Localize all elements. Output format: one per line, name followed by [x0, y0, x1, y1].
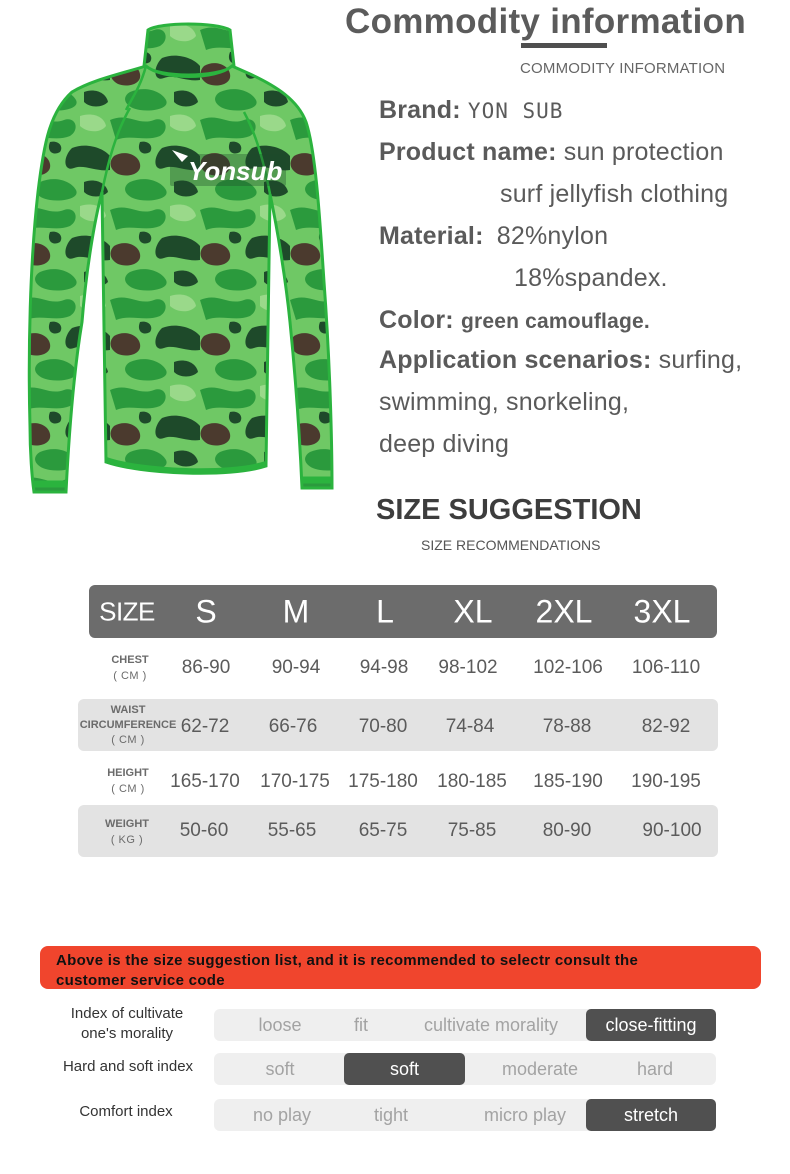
table-cell: 70-80: [358, 716, 408, 737]
height-label: HEIGHT ( CM ): [107, 767, 149, 795]
rash-guard-image: [20, 22, 338, 496]
product-name-line: [379, 138, 724, 167]
hardness-index-label: Hard and soft index: [62, 1058, 194, 1075]
table-cell: 78-88: [542, 716, 592, 737]
index-option: cultivate morality: [423, 1015, 559, 1035]
table-cell: 74-84: [445, 716, 495, 737]
size-notice-banner: [40, 946, 761, 989]
color-value: green camouflage.: [460, 310, 650, 333]
material-value-2: 18%spandex.: [514, 264, 668, 292]
table-cell: 190-195: [631, 771, 701, 792]
application-value-2: swimming, snorkeling,: [379, 388, 630, 416]
table-cell: 66-76: [268, 716, 318, 737]
color-line: [379, 306, 650, 335]
size-header-xl: XL: [453, 593, 493, 629]
size-header-3xl: 3XL: [633, 593, 691, 629]
index-option-selected: soft: [344, 1053, 465, 1085]
size-header-l: L: [376, 593, 394, 629]
application-value: surfing,: [658, 346, 743, 374]
color-label: Color:: [379, 306, 454, 334]
index-option: soft: [265, 1059, 295, 1079]
product-name-value: sun protection: [563, 138, 724, 166]
application-value-3: deep diving: [379, 430, 510, 458]
size-table-header: [89, 585, 717, 638]
notice-line-2: customer service code: [56, 972, 225, 989]
title-underline: [521, 43, 607, 48]
size-header-m: M: [282, 593, 310, 629]
table-cell: 180-185: [437, 771, 507, 792]
table-cell: 55-65: [267, 820, 317, 841]
brand-line: [379, 96, 563, 125]
size-suggestion-subtitle: SIZE RECOMMENDATIONS: [421, 537, 601, 553]
table-cell: 82-92: [641, 716, 691, 737]
table-cell: 165-170: [170, 771, 240, 792]
index-option: tight: [373, 1105, 409, 1125]
brand-label: Brand:: [379, 96, 461, 124]
table-cell: 86-90: [181, 657, 231, 678]
product-name-value-2: surf jellyfish clothing: [500, 180, 729, 208]
index-option: loose: [258, 1015, 302, 1035]
index-option-selected: stretch: [586, 1099, 716, 1131]
application-label: Application scenarios:: [379, 346, 652, 374]
material-line: [379, 222, 608, 251]
commodity-subtitle: COMMODITY INFORMATION: [520, 60, 726, 77]
material-label: Material:: [379, 222, 484, 250]
comfort-index-label: Comfort index: [79, 1103, 173, 1120]
size-header-label: SIZE: [99, 596, 155, 626]
size-suggestion-title: SIZE SUGGESTION: [376, 494, 642, 526]
material-value: 82%nylon: [496, 222, 609, 250]
morality-index-bar: [214, 1009, 716, 1041]
chest-label: CHEST ( CM ): [111, 654, 149, 682]
index-option: hard: [636, 1059, 674, 1079]
table-cell: 65-75: [358, 820, 408, 841]
product-name-label: Product name:: [379, 138, 557, 166]
table-cell: 80-90: [542, 820, 592, 841]
waist-label: WAIST CIRCUMFERENCE ( CM ): [79, 704, 177, 746]
table-cell: 185-190: [533, 771, 603, 792]
table-cell: 170-175: [260, 771, 330, 792]
index-option: fit: [353, 1015, 369, 1035]
size-header-2xl: 2XL: [535, 593, 593, 629]
table-cell: 75-85: [447, 820, 497, 841]
comfort-index-bar: [214, 1099, 716, 1131]
index-option: micro play: [483, 1105, 567, 1125]
weight-label: WEIGHT ( KG ): [105, 818, 149, 846]
table-cell: 62-72: [180, 716, 230, 737]
index-option-selected: close-fitting: [586, 1009, 716, 1041]
table-cell: 94-98: [359, 657, 409, 678]
size-header-s: S: [195, 593, 217, 629]
table-cell: 90-94: [271, 657, 321, 678]
morality-index-label: Index of cultivate one's morality: [70, 1005, 184, 1042]
table-cell: 50-60: [179, 820, 229, 841]
brand-value: YON SUB: [467, 99, 564, 123]
brand-print: Yonsub: [188, 156, 283, 186]
table-cell: 98-102: [438, 657, 498, 678]
notice-line-1: Above is the size suggestion list, and it is recommended to selectr consult the: [56, 952, 639, 969]
table-cell: 175-180: [348, 771, 418, 792]
application-line: [379, 346, 742, 375]
hardness-index-bar: [214, 1053, 716, 1085]
commodity-title: Commodity information: [345, 2, 747, 41]
table-cell: 102-106: [533, 657, 603, 678]
index-option: no play: [252, 1105, 312, 1125]
index-option: moderate: [501, 1059, 579, 1079]
table-cell: 106-110: [631, 657, 701, 678]
table-cell: 90-100: [642, 820, 702, 841]
